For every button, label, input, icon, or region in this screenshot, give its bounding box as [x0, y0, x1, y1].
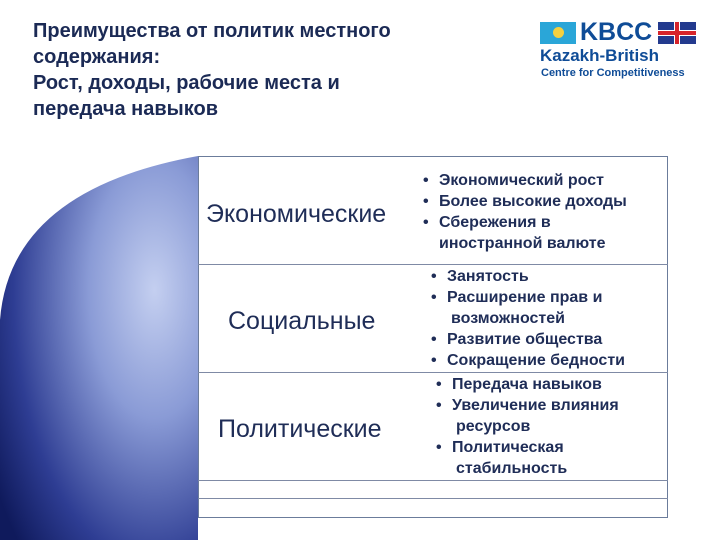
bullet-item-continuation: возможностей — [451, 310, 565, 327]
title-line-4: передача навыков — [33, 98, 218, 120]
category-political: Политические — [218, 415, 382, 443]
bullet-item: • Расширение прав и — [431, 287, 625, 308]
bullet-item: • Передача навыков — [436, 374, 619, 395]
social-bullets — [431, 266, 625, 371]
category-social: Социальные — [228, 307, 376, 335]
bullet-item-continuation: стабильность — [456, 460, 568, 477]
title-line-2: содержания: — [33, 46, 161, 68]
bullet-item: • Сокращение бедности — [431, 350, 625, 371]
bullet-item-continuation: иностранной валюте — [439, 235, 606, 252]
bullet-item: • Сбережения в — [423, 212, 627, 233]
title-line-1: Преимущества от политик местного — [33, 20, 391, 42]
logo-line-3: Centre for Competitiveness — [541, 67, 685, 79]
bullet-item: • Занятость — [431, 266, 625, 287]
bullet-item-continuation: ресурсов — [456, 418, 531, 435]
bullet-item: • Более высокие доходы — [423, 191, 627, 212]
logo-name: KBCC — [580, 18, 653, 46]
bullet-item: • Политическая — [436, 437, 619, 458]
category-economic: Экономические — [206, 200, 387, 228]
economic-bullets — [423, 170, 627, 254]
political-bullets — [436, 374, 619, 479]
bullet-item: • Экономический рост — [423, 170, 627, 191]
logo-line-2: Kazakh-British — [540, 46, 660, 65]
bullet-item: • Развитие общества — [431, 329, 625, 350]
title-line-3: Рост, доходы, рабочие места и — [33, 72, 340, 94]
bullet-item: • Увеличение влияния — [436, 395, 619, 416]
